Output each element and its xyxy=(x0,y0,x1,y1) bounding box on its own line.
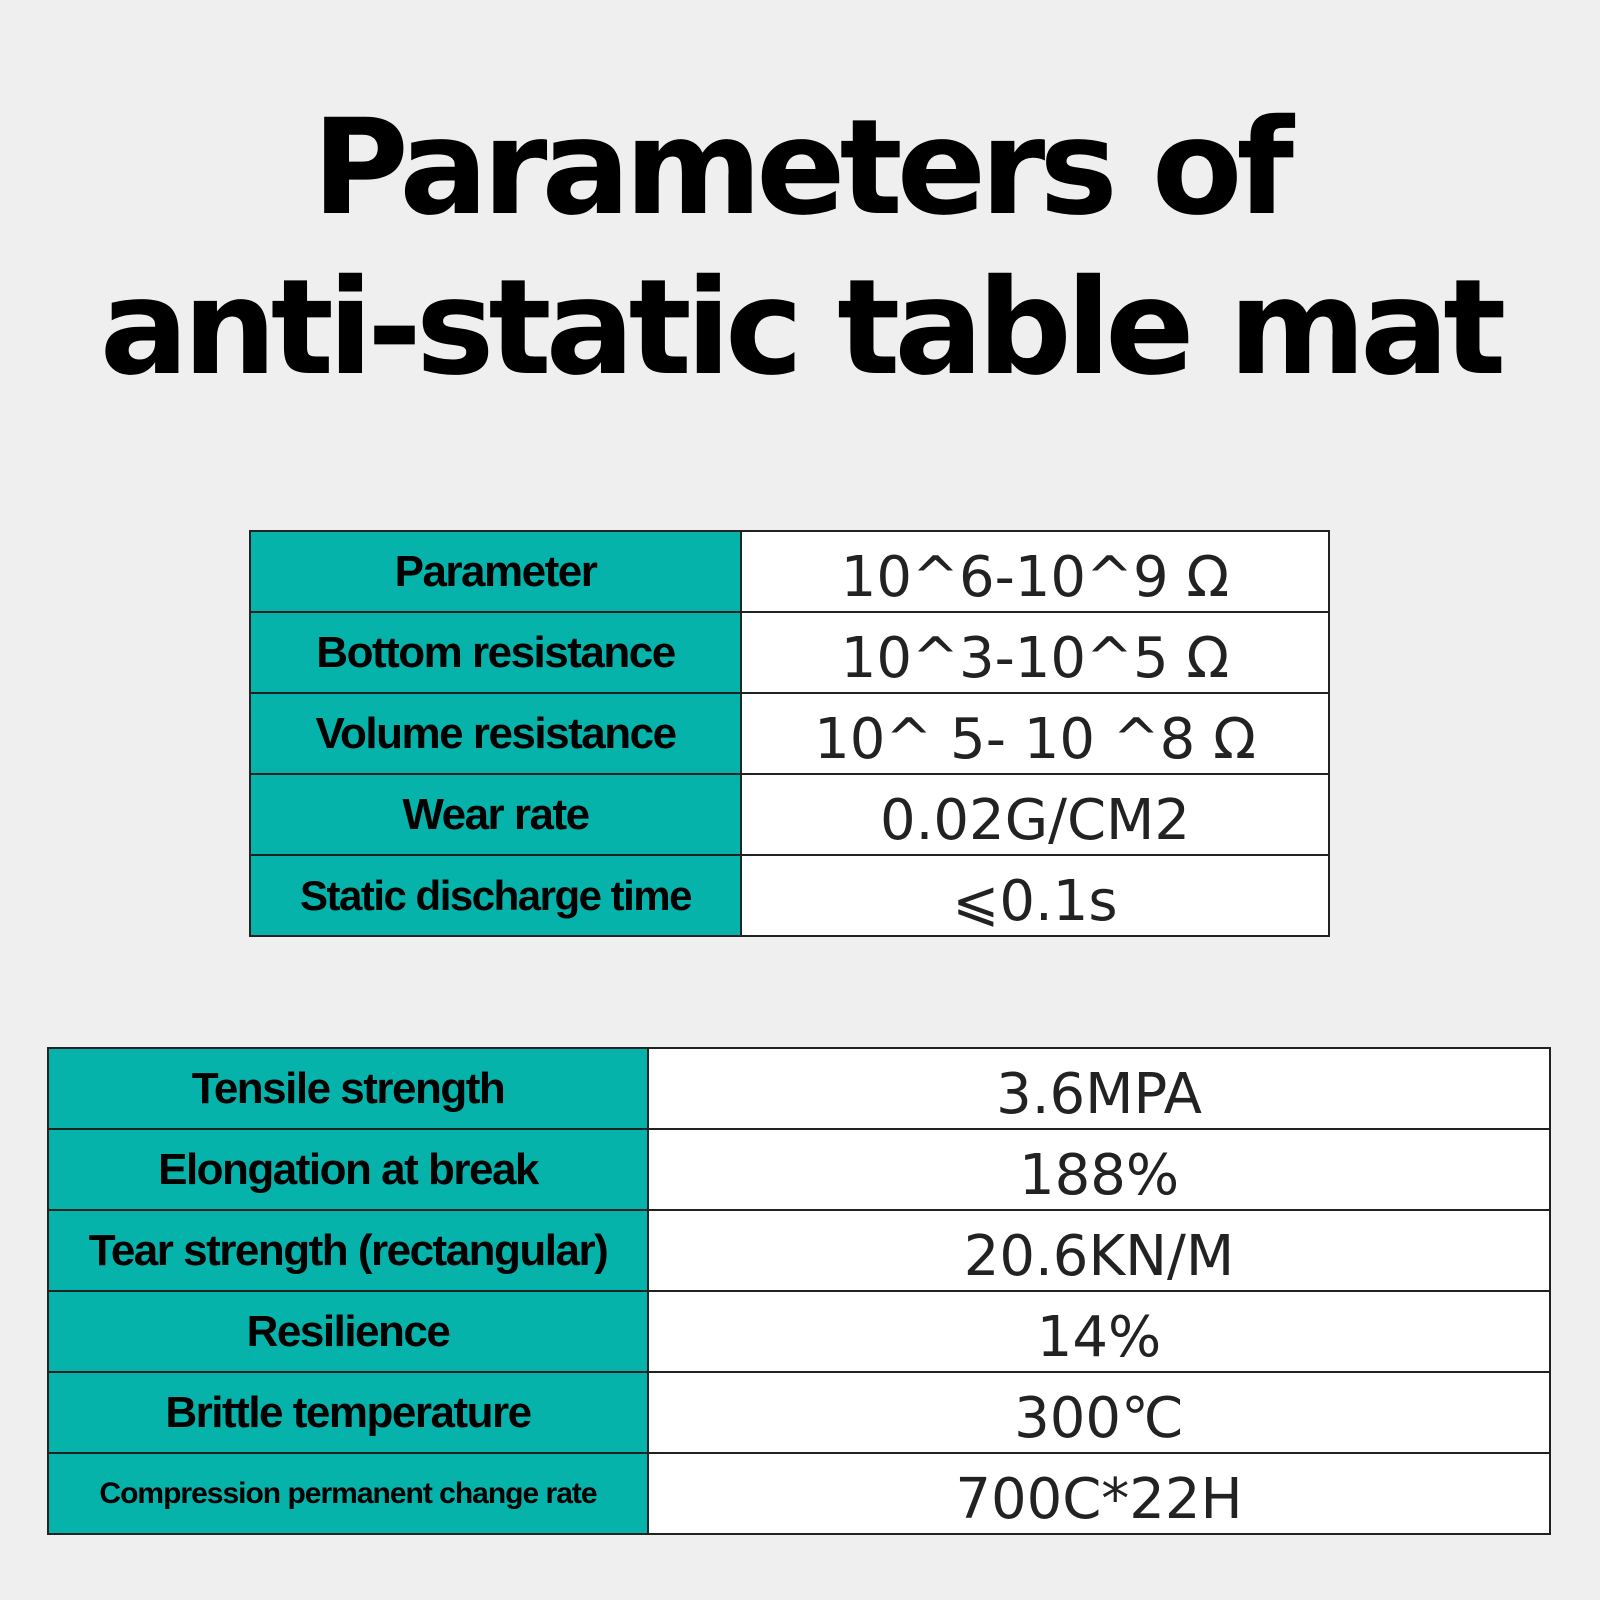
parameter-value: 10^3-10^5 Ω xyxy=(741,612,1329,693)
parameter-label: Tear strength (rectangular) xyxy=(48,1210,648,1291)
parameter-value: 20.6KN/M xyxy=(648,1210,1550,1291)
table-row xyxy=(48,1291,1550,1372)
parameter-value: 0.02G/CM2 xyxy=(741,774,1329,855)
parameter-label: Wear rate xyxy=(250,774,741,855)
table-row xyxy=(250,612,1329,693)
parameter-value: 10^ 5- 10 ^8 Ω xyxy=(741,693,1329,774)
table-row xyxy=(48,1129,1550,1210)
table-row xyxy=(48,1453,1550,1534)
parameter-label: Compression permanent change rate xyxy=(48,1453,648,1534)
title-line-2: anti-static table mat xyxy=(99,251,1501,405)
parameter-value: 300℃ xyxy=(648,1372,1550,1453)
parameter-value: 10^6-10^9 Ω xyxy=(741,531,1329,612)
parameter-label: Static discharge time xyxy=(250,855,741,936)
table-row xyxy=(250,774,1329,855)
parameter-label: Bottom resistance xyxy=(250,612,741,693)
parameter-label: Elongation at break xyxy=(48,1129,648,1210)
page-title xyxy=(0,88,1600,408)
table-row xyxy=(48,1372,1550,1453)
parameter-value: 188% xyxy=(648,1129,1550,1210)
parameter-label: Tensile strength xyxy=(48,1048,648,1129)
table-row xyxy=(250,531,1329,612)
parameter-label: Volume resistance xyxy=(250,693,741,774)
table-row xyxy=(250,855,1329,936)
parameter-label: Parameter xyxy=(250,531,741,612)
electrical-parameters-table xyxy=(249,530,1330,937)
parameter-value: 3.6MPA xyxy=(648,1048,1550,1129)
table-row xyxy=(48,1210,1550,1291)
table-row xyxy=(48,1048,1550,1129)
parameter-value: 14% xyxy=(648,1291,1550,1372)
table-row xyxy=(250,693,1329,774)
parameter-label: Resilience xyxy=(48,1291,648,1372)
parameter-label: Brittle temperature xyxy=(48,1372,648,1453)
parameter-value: ⩽0.1s xyxy=(741,855,1329,936)
mechanical-parameters-table xyxy=(47,1047,1551,1535)
parameter-value: 700C*22H xyxy=(648,1453,1550,1534)
title-line-1: Parameters of xyxy=(312,91,1288,245)
